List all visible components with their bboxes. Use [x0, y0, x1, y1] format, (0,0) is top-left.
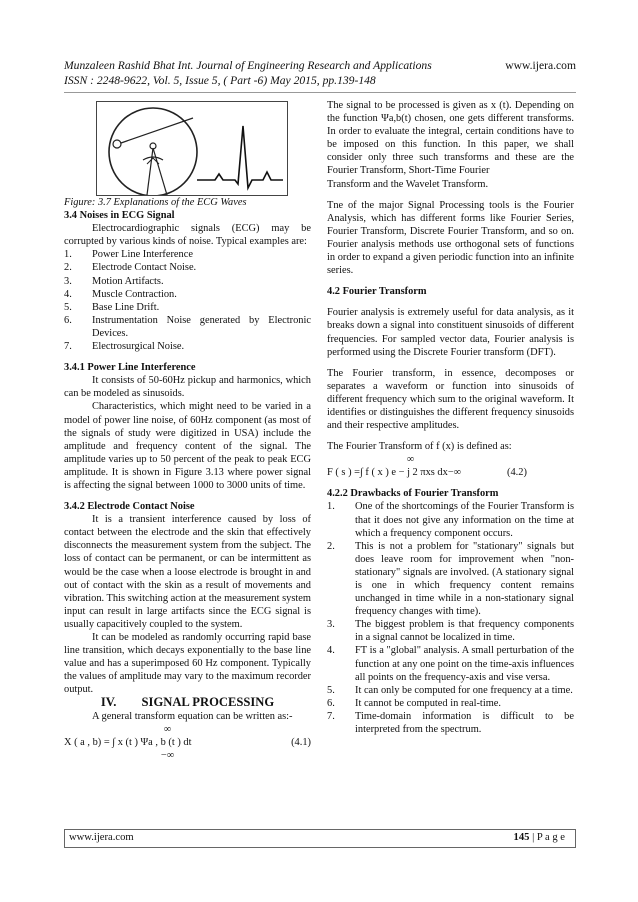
list-item: 3. The biggest problem is that frequency components in a signal cannot be localized in time.: [327, 619, 574, 644]
integral-upper-limit: ∞: [406, 454, 415, 466]
section-3-4-intro: Electrocardiographic signals (ECG) may be corrupted by various kinds of noise. Typical examples are:: [64, 223, 311, 248]
paragraph: Characteristics, which might need to be varied in a model of power line noise, of 60Hz component (as most of the signals of study were digitized in USA) include the amplitude and frequency content of the signal. The amplitude varies up to 50 percent of the peak to peak ECG amplitude. It is shown in Figure 3.13 where power signal is affecting the signal between 1000 to 3000 units of time.: [64, 401, 311, 491]
equation-body: X ( a , b) = ∫ x (t ) Ψa , b (t ) dt: [64, 736, 192, 748]
equation-4-2: [327, 466, 574, 479]
paragraph: Fourier analysis is extremely useful for data analysis, as it breaks down a signal into constituent sinusoids of different frequencies. For sampled vector data, Fourier analysis is performed using the Discrete Fourier transform (DFT).: [327, 307, 574, 358]
section-3-4-1-heading: 3.4.1 Power Line Interference: [64, 362, 196, 374]
paragraph: Tne of the major Signal Processing tools is the Fourier Analysis, which has different forms like Fourier Series, Fourier Transform, Discrete Fourier Transform, and so on. Fourier analysis methods use orthogonal sets of functions in order to expand a given periodic function into an infinite series.: [327, 199, 574, 277]
right-column: [327, 99, 574, 736]
drawbacks-list: [327, 500, 574, 736]
figure-caption: Figure: 3.7 Explanations of the ECG Waves: [64, 197, 247, 208]
section-3-4-heading: 3.4 Noises in ECG Signal: [64, 210, 175, 222]
header-site-link[interactable]: www.ijera.com: [505, 59, 576, 72]
left-column: [64, 99, 311, 762]
page-footer: [64, 829, 576, 848]
section-4-2-2-heading: 4.2.2 Drawbacks of Fourier Transform: [327, 488, 499, 500]
paragraph: Transform and the Wavelet Transform.: [327, 178, 489, 190]
integral-lower-limit: −∞: [160, 749, 175, 761]
ecg-illustration: [97, 102, 287, 195]
paragraph: The Fourier transform, in essence, decomposes or separates a waveform or function into sinusoids of different frequency which sum to the original waveform. It identifies or distinguishes the different frequency sinusoids and their respective amplitudes.: [327, 367, 574, 432]
ecg-figure: [96, 101, 288, 196]
list-item: 6. Instrumentation Noise generated by Electronic Devices.: [64, 314, 311, 339]
equation-number: (4.1): [291, 736, 311, 748]
page-number: [514, 832, 565, 843]
list-item: 4. Muscle Contraction.: [64, 288, 177, 300]
list-item: 1. One of the shortcomings of the Fourier Transform is that it does not give any information on the time at which a frequency component occurs.: [327, 501, 574, 539]
list-item: 6. It cannot be computed in real-time.: [327, 697, 501, 709]
noise-list: [64, 248, 311, 353]
paragraph: The signal to be processed is given as x (t). Depending on the function Ψa,b(t) chosen, one gets different transforms. In order to evaluate the integral, certain conditions have to be imposed on this function. In this paper, we shall consider only three such transforms and these are the Fourier Transform, Short-Time Fourier: [327, 100, 574, 177]
list-item: 7. Time-domain information is difficult to be interpreted from the spectrum.: [327, 710, 574, 736]
section-3-4-2-heading: 3.4.2 Electrode Contact Noise: [64, 501, 195, 513]
equation-4-1: [64, 736, 311, 749]
running-header: [64, 58, 576, 88]
page-number-value: 145: [513, 832, 530, 843]
paragraph: It can be modeled as randomly occurring rapid base line transition, which decays exponentially to the base line value and has a superimposed 60 Hz component. Typically the values of amplitude may vary to the maximum recorder output.: [64, 632, 311, 696]
paragraph: The Fourier Transform of f (x) is defined as:: [327, 441, 512, 453]
list-item: 5. It can only be computed for one frequency at a time.: [327, 684, 573, 696]
list-item: 2. Electrode Contact Noise.: [64, 262, 197, 274]
section-iv-heading: IV. SIGNAL PROCESSING: [100, 695, 275, 710]
footer-site-link[interactable]: www.ijera.com: [69, 832, 134, 843]
list-item: 1. Power Line Interference: [64, 249, 193, 261]
equation-number: (4.2): [507, 467, 527, 479]
list-item: 5. Base Line Drift.: [64, 301, 160, 313]
transform-intro: A general transform equation can be written as:-: [92, 710, 293, 722]
issn-line: ISSN : 2248-9622, Vol. 5, Issue 5, ( Part -6) May 2015, pp.139-148: [64, 74, 376, 87]
list-item: 4. FT is a "global" analysis. A small perturbation of the function at any one point on the time-axis influences all points on the frequency-axis and vise versa.: [327, 645, 574, 683]
paragraph: It is a transient interference caused by loss of contact between the electrode and the skin that effectively disconnects the measurement system from the subject. The loss of contact can be permanent, or can be intermittent as would be the case when a loose electrode is brought in and out of contact with the skin as a result of movements and vibration. This switching action at the measurement system input can result in large artifacts since the ECG signal is usually capacitively coupled to the system.: [64, 514, 311, 630]
journal-title: Munzaleen Rashid Bhat Int. Journal of Engineering Research and Applications: [64, 59, 432, 72]
page-label: | P a g e: [529, 832, 565, 843]
list-item: 3. Motion Artifacts.: [64, 275, 164, 287]
equation-body: F ( s ) =∫ f ( x ) e − j 2 πxs dx−∞: [327, 467, 462, 479]
list-item: 2. This is not a problem for "stationary" signals but does leave room for improvement when "non-stationary" signals are involved. (A stationary signal is one in which frequency content remains unchanged in time while in a non-stationary signal frequency changes with time).: [327, 540, 574, 618]
section-4-2-heading: 4.2 Fourier Transform: [327, 286, 427, 298]
list-item: 7. Electrosurgical Noise.: [64, 341, 185, 353]
header-rule: [64, 92, 576, 93]
integral-upper-limit: ∞: [163, 723, 172, 735]
paragraph: It consists of 50-60Hz pickup and harmonics, which can be modeled as sinusoids.: [64, 375, 311, 400]
